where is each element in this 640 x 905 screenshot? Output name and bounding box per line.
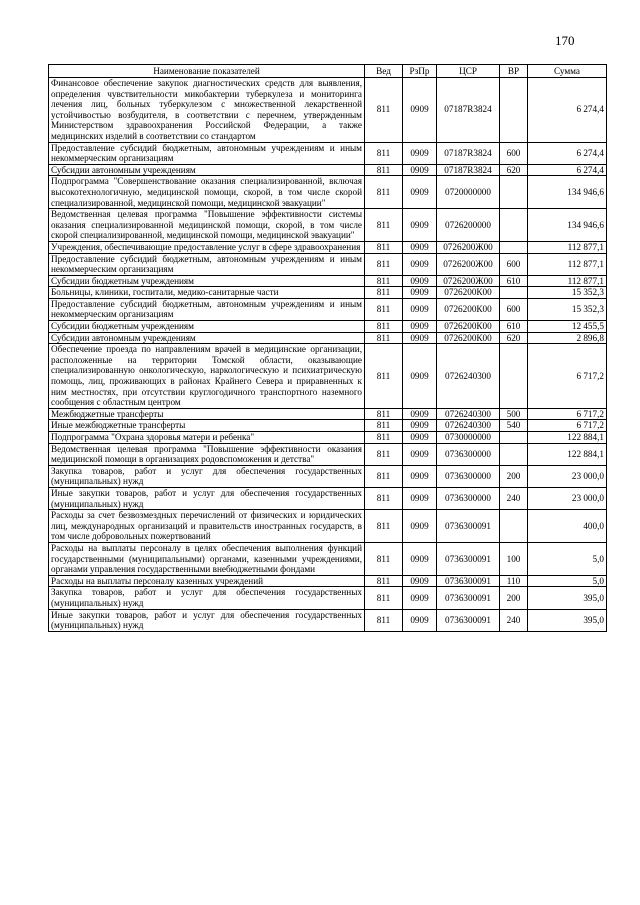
cell-name: Субсидии автономным учреждениям	[49, 332, 365, 344]
cell-rzpr: 0909	[403, 408, 437, 420]
cell-rzpr: 0909	[403, 321, 437, 333]
cell-rzpr: 0909	[403, 465, 437, 487]
cell-vr: 100	[500, 542, 528, 575]
table-row	[49, 142, 607, 164]
cell-name: Иные межбюджетные трансферты	[49, 420, 365, 432]
header-name: Наименование показателей	[49, 65, 365, 78]
cell-sum: 395,0	[528, 609, 607, 631]
cell-sum: 15 352,3	[528, 298, 607, 320]
cell-rzpr: 0909	[403, 253, 437, 275]
cell-ved: 811	[365, 253, 403, 275]
cell-name: Предоставление субсидий бюджетным, автономным учреждениям и иным некоммерческим организациям	[49, 253, 365, 275]
cell-vr	[500, 432, 528, 444]
table-row	[49, 78, 607, 143]
table-row	[49, 275, 607, 287]
cell-name: Субсидии автономным учреждениям	[49, 164, 365, 176]
cell-vr: 600	[500, 142, 528, 164]
cell-name: Субсидии бюджетным учреждениям	[49, 321, 365, 333]
cell-ved: 811	[365, 587, 403, 609]
cell-csr: 0736300091	[437, 587, 500, 609]
cell-vr: 600	[500, 253, 528, 275]
cell-ved: 811	[365, 275, 403, 287]
cell-name: Учреждения, обеспечивающие предоставление услуг в сфере здравоохранения	[49, 241, 365, 253]
cell-ved: 811	[365, 78, 403, 143]
cell-csr: 0736300000	[437, 443, 500, 465]
cell-name: Финансовое обеспечение закупок диагностических средств для выявления, определения чувствительности микобактерии туберкулеза и мониторинга лечения лиц, больных туберкулезом с множественной лекарственной устойчивостью возбудителя, в соответствии с перечнем, утвержденным Министерством здравоохранения Российской Федерации, а также медицинских изделий в соответствии со стандартом	[49, 78, 365, 143]
cell-name: Межбюджетные трансферты	[49, 408, 365, 420]
cell-ved: 811	[365, 408, 403, 420]
cell-vr	[500, 443, 528, 465]
table-row	[49, 287, 607, 299]
table-row	[49, 432, 607, 444]
cell-rzpr: 0909	[403, 575, 437, 587]
cell-sum: 134 946,6	[528, 176, 607, 209]
cell-sum: 5,0	[528, 542, 607, 575]
cell-csr: 0736300091	[437, 510, 500, 543]
cell-rzpr: 0909	[403, 78, 437, 143]
table-row	[49, 164, 607, 176]
cell-ved: 811	[365, 344, 403, 409]
cell-csr: 0720000000	[437, 176, 500, 209]
cell-ved: 811	[365, 287, 403, 299]
cell-vr: 200	[500, 465, 528, 487]
cell-rzpr: 0909	[403, 510, 437, 543]
cell-rzpr: 0909	[403, 241, 437, 253]
cell-csr: 0726240300	[437, 408, 500, 420]
table-row	[49, 609, 607, 631]
cell-ved: 811	[365, 575, 403, 587]
cell-vr	[500, 176, 528, 209]
cell-vr: 240	[500, 609, 528, 631]
cell-csr: 07187R3824	[437, 164, 500, 176]
cell-sum: 122 884,1	[528, 432, 607, 444]
cell-name: Субсидии бюджетным учреждениям	[49, 275, 365, 287]
table-row	[49, 420, 607, 432]
cell-name: Иные закупки товаров, работ и услуг для обеспечения государственных (муниципальных) нужд	[49, 487, 365, 509]
budget-table	[48, 64, 607, 632]
cell-csr: 0726200Ж00	[437, 253, 500, 275]
cell-ved: 811	[365, 609, 403, 631]
cell-csr: 0736300091	[437, 575, 500, 587]
cell-name: Предоставление субсидий бюджетным, автономным учреждениям и иным некоммерческим организациям	[49, 142, 365, 164]
cell-ved: 811	[365, 443, 403, 465]
table-row	[49, 443, 607, 465]
cell-name: Закупка товаров, работ и услуг для обеспечения государственных (муниципальных) нужд	[49, 465, 365, 487]
header-sum: Сумма	[528, 65, 607, 78]
cell-csr: 0730000000	[437, 432, 500, 444]
cell-sum: 6 717,2	[528, 420, 607, 432]
table-row	[49, 465, 607, 487]
cell-rzpr: 0909	[403, 298, 437, 320]
cell-rzpr: 0909	[403, 164, 437, 176]
cell-rzpr: 0909	[403, 587, 437, 609]
cell-sum: 23 000,0	[528, 465, 607, 487]
table-row	[49, 344, 607, 409]
cell-sum: 112 877,1	[528, 241, 607, 253]
cell-sum: 122 884,1	[528, 443, 607, 465]
cell-sum: 6 717,2	[528, 344, 607, 409]
cell-rzpr: 0909	[403, 487, 437, 509]
cell-ved: 811	[365, 298, 403, 320]
header-ved: Вед	[365, 65, 403, 78]
cell-csr: 0736300091	[437, 542, 500, 575]
header-rzpr: РзПр	[403, 65, 437, 78]
table-row	[49, 298, 607, 320]
cell-ved: 811	[365, 332, 403, 344]
cell-name: Предоставление субсидий бюджетным, автономным учреждениям и иным некоммерческим организациям	[49, 298, 365, 320]
cell-sum: 2 896,8	[528, 332, 607, 344]
cell-vr: 620	[500, 332, 528, 344]
table-row	[49, 487, 607, 509]
table-row	[49, 587, 607, 609]
table-row	[49, 408, 607, 420]
cell-csr: 0726200Ж00	[437, 275, 500, 287]
cell-ved: 811	[365, 420, 403, 432]
cell-sum: 12 455,5	[528, 321, 607, 333]
cell-vr: 500	[500, 408, 528, 420]
cell-sum: 134 946,6	[528, 209, 607, 242]
cell-csr: 0726200К00	[437, 321, 500, 333]
cell-sum: 395,0	[528, 587, 607, 609]
cell-sum: 15 352,3	[528, 287, 607, 299]
cell-vr: 610	[500, 321, 528, 333]
cell-vr	[500, 78, 528, 143]
table-row	[49, 321, 607, 333]
cell-csr: 0736300091	[437, 609, 500, 631]
cell-vr: 540	[500, 420, 528, 432]
cell-vr	[500, 344, 528, 409]
table-row	[49, 332, 607, 344]
cell-sum: 23 000,0	[528, 487, 607, 509]
cell-ved: 811	[365, 209, 403, 242]
table-body	[49, 78, 607, 632]
cell-rzpr: 0909	[403, 176, 437, 209]
cell-rzpr: 0909	[403, 344, 437, 409]
cell-csr: 0726200К00	[437, 287, 500, 299]
cell-csr: 0736300000	[437, 465, 500, 487]
cell-vr: 110	[500, 575, 528, 587]
cell-rzpr: 0909	[403, 209, 437, 242]
cell-ved: 811	[365, 176, 403, 209]
cell-rzpr: 0909	[403, 275, 437, 287]
table-row	[49, 575, 607, 587]
cell-csr: 07187R3824	[437, 142, 500, 164]
cell-csr: 0726240300	[437, 420, 500, 432]
cell-ved: 811	[365, 510, 403, 543]
cell-ved: 811	[365, 542, 403, 575]
table-row	[49, 209, 607, 242]
cell-sum: 6 274,4	[528, 164, 607, 176]
cell-name: Подпрограмма "Совершенствование оказания специализированной, включая высокотехнологичную, медицинской помощи, скорой, в том числе скорой специализированной, медицинской помощи, медицинской эвакуации"	[49, 176, 365, 209]
cell-rzpr: 0909	[403, 332, 437, 344]
cell-ved: 811	[365, 142, 403, 164]
table-row	[49, 241, 607, 253]
cell-vr: 620	[500, 164, 528, 176]
cell-rzpr: 0909	[403, 432, 437, 444]
cell-sum: 400,0	[528, 510, 607, 543]
cell-vr	[500, 209, 528, 242]
cell-sum: 112 877,1	[528, 253, 607, 275]
cell-rzpr: 0909	[403, 142, 437, 164]
cell-vr	[500, 287, 528, 299]
cell-name: Ведомственная целевая программа "Повышение эффективности системы оказания специализированной медицинской помощи, скорой, в том числе скорой специализированной, медицинской помощи, медицинской эвакуации"	[49, 209, 365, 242]
cell-name: Расходы на выплаты персоналу в целях обеспечения выполнения функций государственными (муниципальными) органами, казенными учреждениями, органами управления государственными внебюджетными фондами	[49, 542, 365, 575]
cell-rzpr: 0909	[403, 420, 437, 432]
cell-vr: 240	[500, 487, 528, 509]
cell-csr: 0726200К00	[437, 298, 500, 320]
cell-rzpr: 0909	[403, 609, 437, 631]
cell-rzpr: 0909	[403, 287, 437, 299]
cell-name: Расходы на выплаты персоналу казенных учреждений	[49, 575, 365, 587]
cell-csr: 0726200К00	[437, 332, 500, 344]
header-csr: ЦСР	[437, 65, 500, 78]
cell-csr: 0726200Ж00	[437, 241, 500, 253]
cell-ved: 811	[365, 465, 403, 487]
cell-rzpr: 0909	[403, 542, 437, 575]
cell-name: Подпрограмма "Охрана здоровья матери и ребенка"	[49, 432, 365, 444]
cell-sum: 6 274,4	[528, 142, 607, 164]
cell-vr: 200	[500, 587, 528, 609]
cell-csr: 07187R3824	[437, 78, 500, 143]
cell-sum: 6 717,2	[528, 408, 607, 420]
cell-name: Обеспечение проезда по направлениям врачей в медицинские организации, расположенные на территории Томской области, оказывающие специализированную онкологическую, наркологическую и психиатрическую помощь, лиц, проживающих в районах Крайнего Севера и приравненных к ним местностях, при отсутствии круглогодичного транспортного наземного сообщения с областным центром	[49, 344, 365, 409]
header-vr: ВР	[500, 65, 528, 78]
table-header-row	[49, 65, 607, 78]
table-row	[49, 510, 607, 543]
table-row	[49, 253, 607, 275]
cell-ved: 811	[365, 432, 403, 444]
cell-csr: 0726200000	[437, 209, 500, 242]
cell-ved: 811	[365, 487, 403, 509]
cell-sum: 6 274,4	[528, 78, 607, 143]
cell-vr	[500, 241, 528, 253]
cell-vr: 610	[500, 275, 528, 287]
cell-ved: 811	[365, 321, 403, 333]
cell-rzpr: 0909	[403, 443, 437, 465]
cell-name: Закупка товаров, работ и услуг для обеспечения государственных (муниципальных) нужд	[49, 587, 365, 609]
cell-name: Расходы за счет безвозмездных перечислений от физических и юридических лиц, международных организаций и правительств иностранных государств, в том числе добровольных пожертвований	[49, 510, 365, 543]
cell-name: Иные закупки товаров, работ и услуг для обеспечения государственных (муниципальных) нужд	[49, 609, 365, 631]
cell-vr	[500, 510, 528, 543]
cell-name: Ведомственная целевая программа "Повышение эффективности оказания медицинской помощи в организациях родовспоможения и детства"	[49, 443, 365, 465]
cell-vr: 600	[500, 298, 528, 320]
cell-csr: 0726240300	[437, 344, 500, 409]
table-row	[49, 542, 607, 575]
cell-name: Больницы, клиники, госпитали, медико-санитарные части	[49, 287, 365, 299]
cell-ved: 811	[365, 164, 403, 176]
cell-sum: 5,0	[528, 575, 607, 587]
cell-ved: 811	[365, 241, 403, 253]
cell-sum: 112 877,1	[528, 275, 607, 287]
cell-csr: 0736300000	[437, 487, 500, 509]
page-number: 170	[555, 33, 575, 48]
table-row	[49, 176, 607, 209]
